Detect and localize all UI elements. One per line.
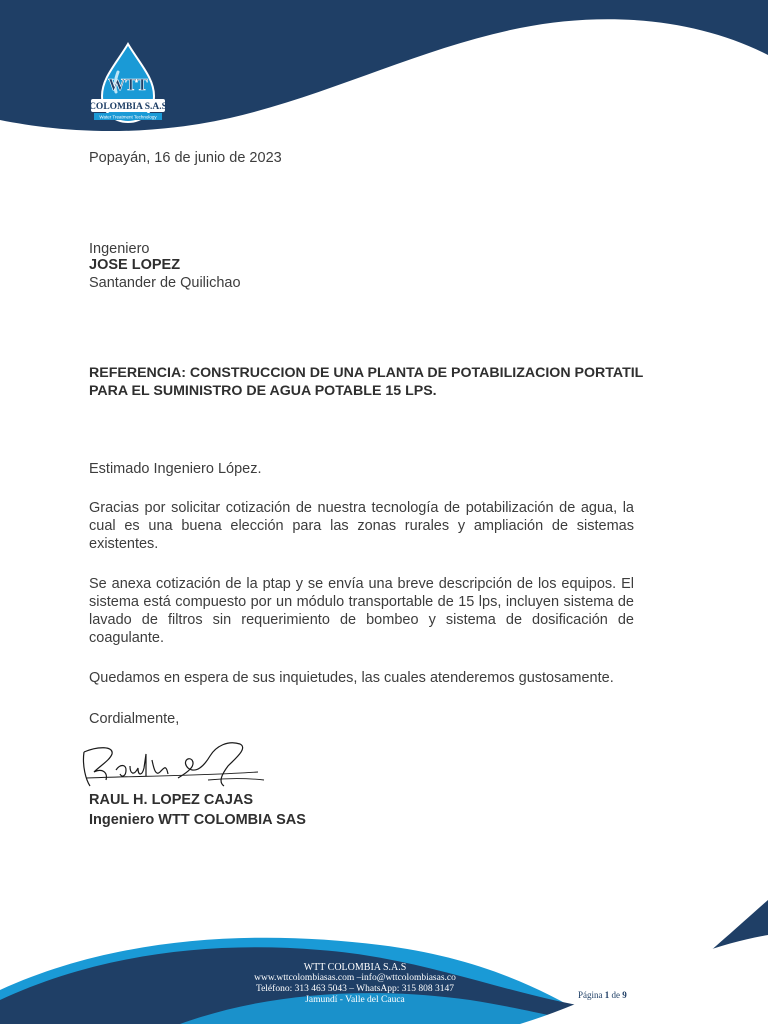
signer-name: RAUL H. LOPEZ CAJAS [89,792,254,808]
page-label: Página [578,990,603,1000]
svg-text:WTT: WTT [108,75,148,94]
footer-phones: Teléfono: 313 463 5043 – WhatsApp: 315 808 3147 [255,984,455,994]
footer-company: WTT COLOMBIA S.A.S [303,962,407,973]
company-logo [88,42,168,128]
page-of: de [611,990,620,1000]
svg-text:COLOMBIA S.A.S: COLOMBIA S.A.S [89,102,167,112]
page-total: 9 [622,990,627,1000]
page-number [578,990,627,1000]
page-current: 1 [604,990,610,1000]
reference-line-1: REFERENCIA: CONSTRUCCION DE UNA PLANTA DE POTABILIZACION PORTATIL [89,365,644,381]
paragraph-2: Se anexa cotización de la ptap y se envía una breve descripción de los equipos. El sistema está compuesto por un módulo transportable de 15 lps, incluyen sistema de lavado de filtros sin requerimiento de bombeo y sistema de dosificación de coagulante. [89,576,634,646]
signer-title: Ingeniero WTT COLOMBIA SAS [89,812,306,828]
recipient-name: JOSE LOPEZ [89,257,181,273]
footer-web-email: www.wttcolombiasas.com –info@wttcolombiasas.co [254,973,456,983]
reference-line-2: PARA EL SUMINISTRO DE AGUA POTABLE 15 LPS. [89,383,437,399]
paragraph-3: Quedamos en espera de sus inquietudes, las cuales atenderemos gustosamente. [89,670,614,686]
footer-location: Jamundí - Valle del Cauca [305,995,405,1005]
paragraph-1: Gracias por solicitar cotización de nuestra tecnología de potabilización de agua, la cual es una buena elección para las zonas rurales y ampliación de sistemas existentes. [89,500,634,552]
recipient-title: Ingeniero [89,241,150,257]
greeting: Estimado Ingeniero López. [89,461,262,477]
letter-date: Popayán, 16 de junio de 2023 [89,150,282,166]
recipient-location: Santander de Quilichao [89,275,241,291]
handwritten-signature [78,736,268,796]
footer-contact [200,962,510,1006]
svg-text:Water Treatment Technology: Water Treatment Technology [99,114,157,120]
closing: Cordialmente, [89,711,180,727]
